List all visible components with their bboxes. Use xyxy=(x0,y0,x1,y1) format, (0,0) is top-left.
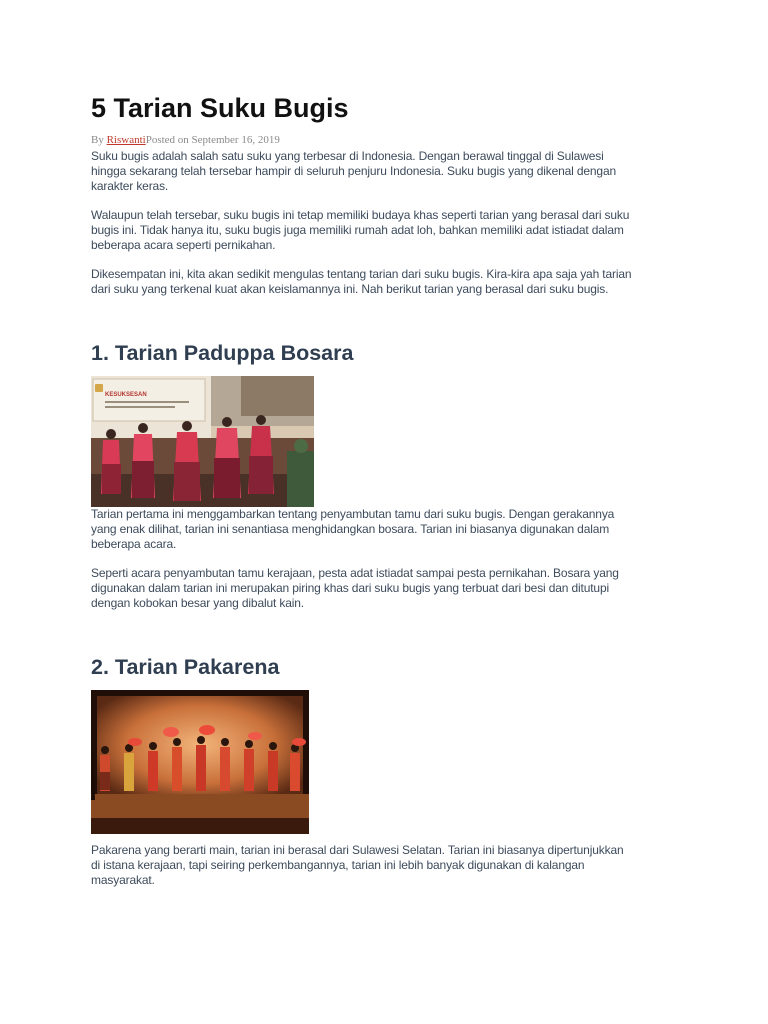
pakarena-photo xyxy=(91,690,309,834)
intro-paragraph: Dikesempatan ini, kita akan sedikit mengulas tentang tarian dari suku bugis. Kira-kira apa saja yah tarian dari suku yang terkenal kuat akan keislamannya ini. Nah berikut tarian yang berasal dari suku bugis. xyxy=(91,267,632,296)
section-paragraph: Seperti acara penyambutan tamu kerajaan, pesta adat istiadat sampai pesta pernikahan. Bosara yang digunakan dalam tarian ini merupakan piring khas dari suku bugis yang terbuat dari besi dan ditutupi dengan kobokan besar yang dibalut kain. xyxy=(91,566,619,610)
article-title: 5 Tarian Suku Bugis xyxy=(91,93,349,123)
intro-paragraph: Walaupun telah tersebar, suku bugis ini tetap memiliki budaya khas seperti tarian yang berasal dari suku bugis ini. Tidak hanya itu, suku bugis juga memiliki rumah adat loh, bahkan memiliki adat istiadat dalam beberapa acara seperti pernikahan. xyxy=(91,208,630,252)
event-banner-text: KESUKSESAN xyxy=(105,392,147,398)
section-heading-pakarena: 2. Tarian Pakarena xyxy=(91,655,280,679)
byline-by: By xyxy=(91,134,107,146)
section-paragraph: Tarian pertama ini menggambarkan tentang penyambutan tamu dari suku bugis. Dengan gerakannya yang enak dilihat, tarian ini senantiasa menghidangkan bosara. Tarian ini biasanya digunakan dalam beberapa acara. xyxy=(91,507,615,551)
author-link[interactable]: Riswanti xyxy=(106,134,146,146)
byline xyxy=(91,134,280,146)
paduppa-bosara-photo xyxy=(91,376,314,507)
intro-paragraph: Suku bugis adalah salah satu suku yang terbesar di Indonesia. Dengan berawal tinggal di Sulawesi hingga sekarang telah tersebar hampir di seluruh penjuru Indonesia. Suku bugis yang dikenal dengan karakter keras. xyxy=(91,149,617,193)
section-paragraph: Pakarena yang berarti main, tarian ini berasal dari Sulawesi Selatan. Tarian ini biasanya dipertunjukkan di istana kerajaan, tapi seiring perkembangannya, tarian ini lebih banyak digunakan di kalangan masyarakat. xyxy=(91,843,624,887)
post-date: Posted on September 16, 2019 xyxy=(145,134,280,146)
stage-dancers-photo xyxy=(91,690,309,834)
section-heading-paduppa-bosara: 1. Tarian Paduppa Bosara xyxy=(91,341,354,365)
dancers-in-red-photo xyxy=(91,376,314,507)
